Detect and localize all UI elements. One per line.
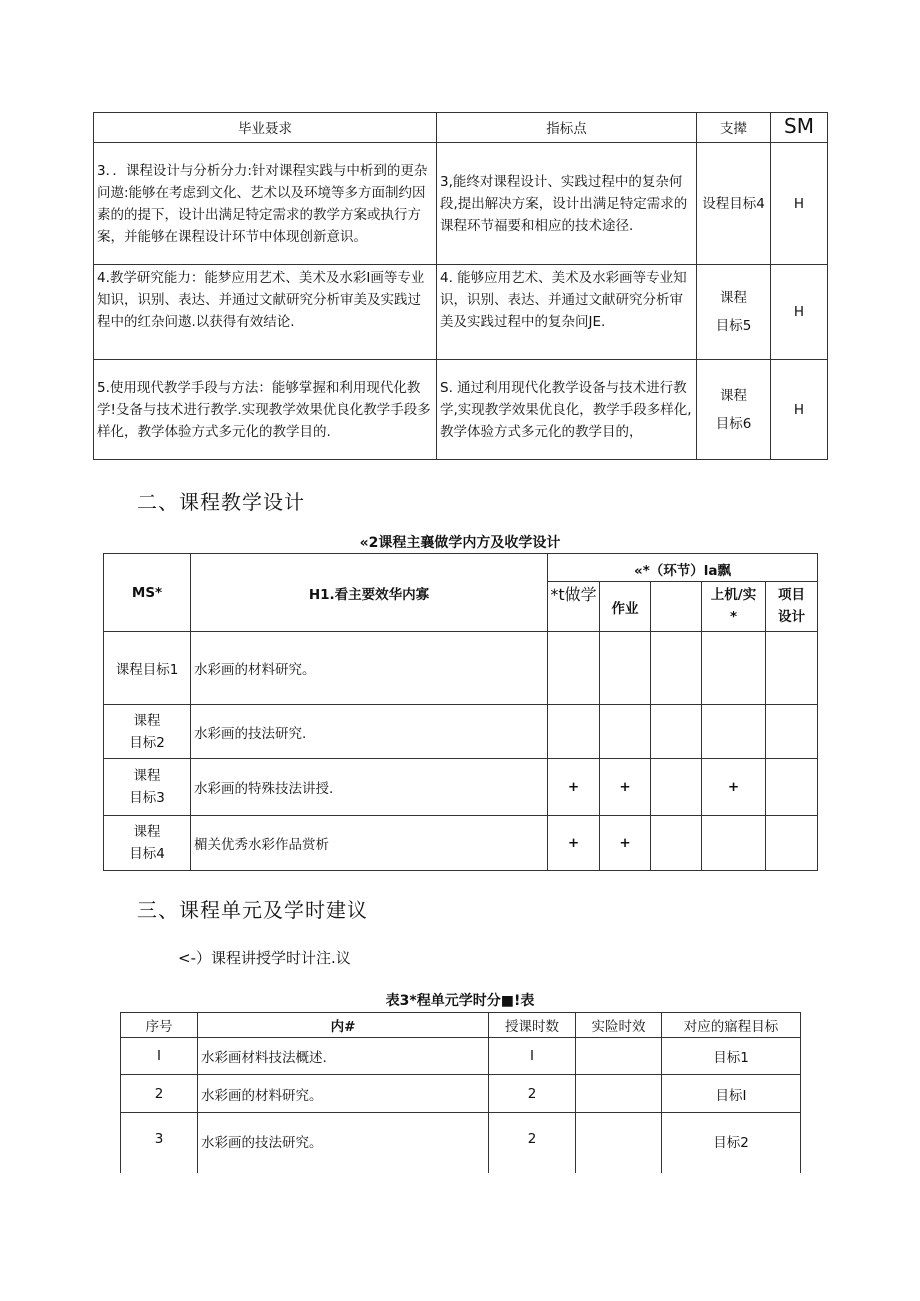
mark-cell: + — [702, 759, 766, 816]
header-content: 内# — [198, 1013, 489, 1038]
table-row — [104, 632, 818, 705]
subheader-homework: 作业 — [600, 582, 651, 632]
mark-cell: + — [548, 759, 600, 816]
mark-cell — [766, 816, 818, 871]
subheader-practice: 上机/实 * — [702, 582, 766, 632]
support-line: 目标6 — [715, 415, 752, 432]
header-lab: 实险时效 — [576, 1013, 662, 1038]
requirement-cell: 3．．课程设计与分析分力:针对课程实践与中析到的更杂问遨:能够在考虑到文化、艺术以及环境等多方面制约因素的的提下，设计出满足特定需求的教学方案或执行方案，并能够在课程设计环节中体现创新意识。 — [94, 143, 437, 265]
mark-cell — [766, 632, 818, 705]
support-cell — [697, 265, 771, 360]
header-teaching-links: «*（环节）la飘 — [548, 554, 818, 582]
goal-line: 课程 — [133, 712, 161, 729]
level-cell: H — [771, 265, 828, 360]
subheader-project — [766, 582, 818, 632]
no-cell: 2 — [121, 1075, 198, 1113]
requirement-cell: 4.教学研究能力：能梦应用艺术、美术及水彩I画等专业知识，识别、表达、并通过文献研究分析审美及实践过程中的红杂问遨.以获得有效结论. — [94, 265, 437, 360]
hours-cell: 2 — [489, 1075, 576, 1113]
content-cell: 楣关优秀水彩作品赏析 — [191, 816, 548, 871]
graduation-requirements-table — [93, 112, 828, 460]
table-row — [104, 705, 818, 759]
content-cell: 水彩画的技法研究。 — [198, 1113, 489, 1173]
support-line: 课程 — [720, 387, 747, 404]
hours-cell: I — [489, 1038, 576, 1075]
goal-cell — [104, 759, 191, 816]
table-header-row — [104, 554, 818, 582]
mark-cell — [702, 816, 766, 871]
goal-line: 课程 — [133, 824, 161, 840]
indicator-cell: S. 通过利用现代化教学设备与技术进行教学,实现教学效果优良化，教学手段多样化,教学体验方式多元化的教学目的， — [437, 360, 697, 460]
mark-cell: + — [600, 759, 651, 816]
section-title: 二、课程教学设计 — [137, 490, 305, 514]
header-goal: MS* — [104, 554, 191, 632]
support-line: 课程 — [720, 290, 747, 306]
no-cell: I — [121, 1038, 198, 1075]
header-no: 序号 — [121, 1013, 198, 1038]
goal-line: 目标2 — [129, 734, 165, 751]
mark-cell — [600, 632, 651, 705]
mark-cell — [548, 705, 600, 759]
goal-cell: 目标1 — [662, 1038, 801, 1075]
mark-cell — [651, 632, 702, 705]
support-cell — [697, 360, 771, 460]
no-cell: 3 — [121, 1113, 198, 1173]
goal-cell: 目标2 — [662, 1113, 801, 1173]
unit-hours-table — [120, 1012, 801, 1173]
level-cell: H — [771, 360, 828, 460]
subheader-project-text: 项目 设计 — [778, 587, 806, 625]
indicator-cell: 3,能终对课程设计、实践过程中的复杂何段,提出解决方案，设计出满足特定需求的课程环节福要和相应的技术途径. — [437, 143, 697, 265]
header-hours: 授课时数 — [489, 1013, 576, 1038]
mark-cell — [766, 705, 818, 759]
mark-cell: + — [600, 816, 651, 871]
content-cell: 水彩画的特殊技法讲授. — [191, 759, 548, 816]
table-header-row — [121, 1013, 801, 1038]
lab-cell — [576, 1038, 662, 1075]
section-title: 三、课程单元及学时建议 — [137, 898, 368, 922]
table-caption: «2课程主襄做学内方及收学设计 — [359, 535, 561, 551]
mark-cell — [651, 816, 702, 871]
lab-cell — [576, 1075, 662, 1113]
mark-cell — [651, 759, 702, 816]
mark-cell — [766, 759, 818, 816]
mark-cell — [548, 632, 600, 705]
level-cell: H — [771, 143, 828, 265]
mark-cell — [600, 705, 651, 759]
goal-line: 目标3 — [129, 790, 165, 806]
table-row — [121, 1038, 801, 1075]
table-caption: 表3*程单元学时分■!表 — [385, 993, 535, 1009]
subheader-empty — [651, 582, 702, 632]
content-cell: 水彩画材料技法概述. — [198, 1038, 489, 1075]
table-row — [94, 143, 828, 265]
support-cell: 设程目标4 — [697, 143, 771, 265]
header-goal: 对应的寤程目标 — [662, 1013, 801, 1038]
content-cell: 水彩画的材料研究。 — [191, 632, 548, 705]
goal-cell: 课程目标1 — [104, 632, 191, 705]
header-indicator: 指标点 — [437, 113, 697, 143]
header-requirement: 毕业聂求 — [94, 113, 437, 143]
goal-line: 课程 — [133, 768, 161, 784]
hours-cell: 2 — [489, 1113, 576, 1173]
header-support: 支撵 — [697, 113, 771, 143]
goal-cell: 目标I — [662, 1075, 801, 1113]
header-content: H1.看主要效华内寡 — [191, 554, 548, 632]
content-cell: 水彩画的技法研究. — [191, 705, 548, 759]
table-row — [121, 1075, 801, 1113]
table-row — [94, 265, 828, 360]
table-row — [104, 816, 818, 871]
header-level: SM — [771, 113, 828, 143]
goal-line: 目标4 — [129, 846, 165, 862]
table-header-row — [94, 113, 828, 143]
indicator-cell: 4. 能够应用艺术、美术及水彩画等专业知识，识别、表达、并通过文献研究分析审美及实践过程中的复杂问JE. — [437, 265, 697, 360]
lab-cell — [576, 1113, 662, 1173]
section-subtitle: <-）课程讲授学时计注.议 — [178, 949, 351, 967]
table-row — [94, 360, 828, 460]
goal-cell — [104, 816, 191, 871]
subheader-lecture: *t做学 — [548, 582, 600, 632]
content-cell: 水彩画的材料研究。 — [198, 1075, 489, 1113]
table-row — [121, 1113, 801, 1173]
mark-cell: + — [548, 816, 600, 871]
support-line: 目标5 — [715, 318, 752, 334]
goal-cell — [104, 705, 191, 759]
teaching-design-table — [103, 553, 818, 871]
mark-cell — [651, 705, 702, 759]
mark-cell — [702, 705, 766, 759]
mark-cell — [702, 632, 766, 705]
requirement-cell: 5.使用现代教学手段与方法：能够掌握和利用现代化教学!殳备与技术进行教学.实现教学效果优良化教学手段多样化，教学体验方式多元化的教学目的. — [94, 360, 437, 460]
table-row — [104, 759, 818, 816]
